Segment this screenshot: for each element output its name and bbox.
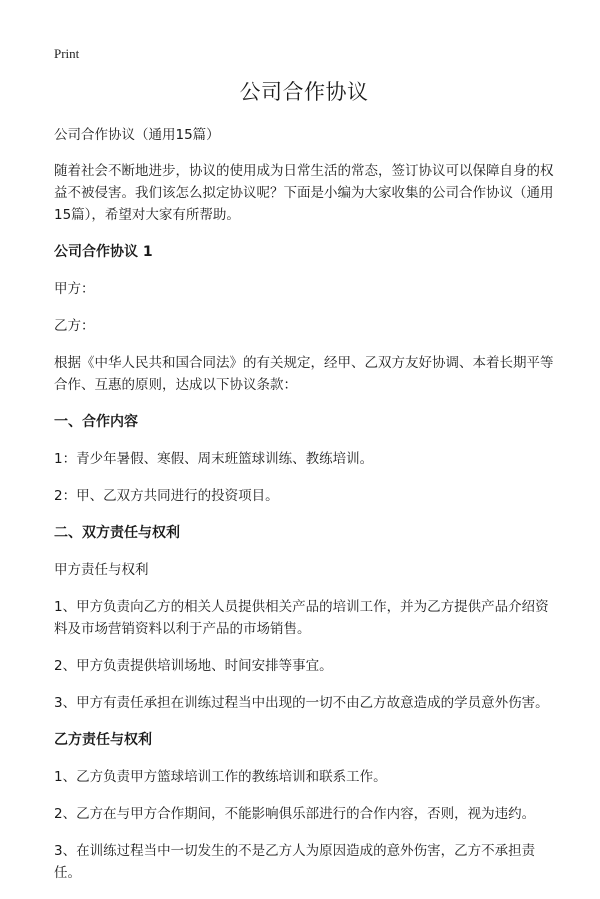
- party-b-duty-item: 2、乙方在与甲方合作期间，不能影响俱乐部进行的合作内容，否则，视为违约。: [54, 806, 536, 822]
- content-item: 1：青少年暑假、寒假、周末班篮球训练、教练培训。: [54, 451, 374, 467]
- content-item: 2：甲、乙双方共同进行的投资项目。: [54, 488, 279, 504]
- heading-responsibilities: 二、双方责任与权利: [54, 525, 180, 541]
- heading-cooperation-content: 一、合作内容: [54, 414, 138, 430]
- party-a-duties-title: 甲方责任与权利: [54, 562, 149, 578]
- preamble-paragraph: 根据《中华人民共和国合同法》的有关规定，经甲、乙双方友好协调、本着长期平等合作、互惠的原则，达成以下协议条款：: [54, 355, 554, 393]
- page-title: 公司合作协议: [239, 80, 369, 104]
- party-b-duties-title: 乙方责任与权利: [54, 732, 152, 748]
- party-b-duty-item: 1、乙方负责甲方篮球培训工作的教练培训和联系工作。: [54, 769, 387, 785]
- section-title: 公司合作协议 1: [54, 244, 153, 260]
- document-subtitle: 公司合作协议（通用15篇）: [54, 127, 220, 143]
- intro-paragraph: 随着社会不断地进步，协议的使用成为日常生活的常态，签订协议可以保障自身的权益不被侵害。我们该怎么拟定协议呢？下面是小编为大家收集的公司合作协议（通用15篇），希望对大家有所帮助。: [54, 163, 554, 223]
- party-b-line: 乙方：: [54, 318, 95, 334]
- party-a-line: 甲方：: [54, 281, 95, 297]
- party-b-duty-item: 3、在训练过程当中一切发生的不是乙方人为原因造成的意外伤害，乙方不承担责任。: [54, 843, 536, 881]
- party-a-duty-item: 2、甲方负责提供培训场地、时间安排等事宜。: [54, 658, 333, 674]
- party-a-duty-item: 1、甲方负责向乙方的相关人员提供相关产品的培训工作，并为乙方提供产品介绍资料及市场营销资料以利于产品的市场销售。: [54, 599, 549, 637]
- document-body: [54, 76, 554, 899]
- party-a-duty-item: 3、甲方有责任承担在训练过程当中出现的一切不由乙方故意造成的学员意外伤害。: [54, 695, 549, 711]
- print-link[interactable]: Print: [54, 46, 80, 61]
